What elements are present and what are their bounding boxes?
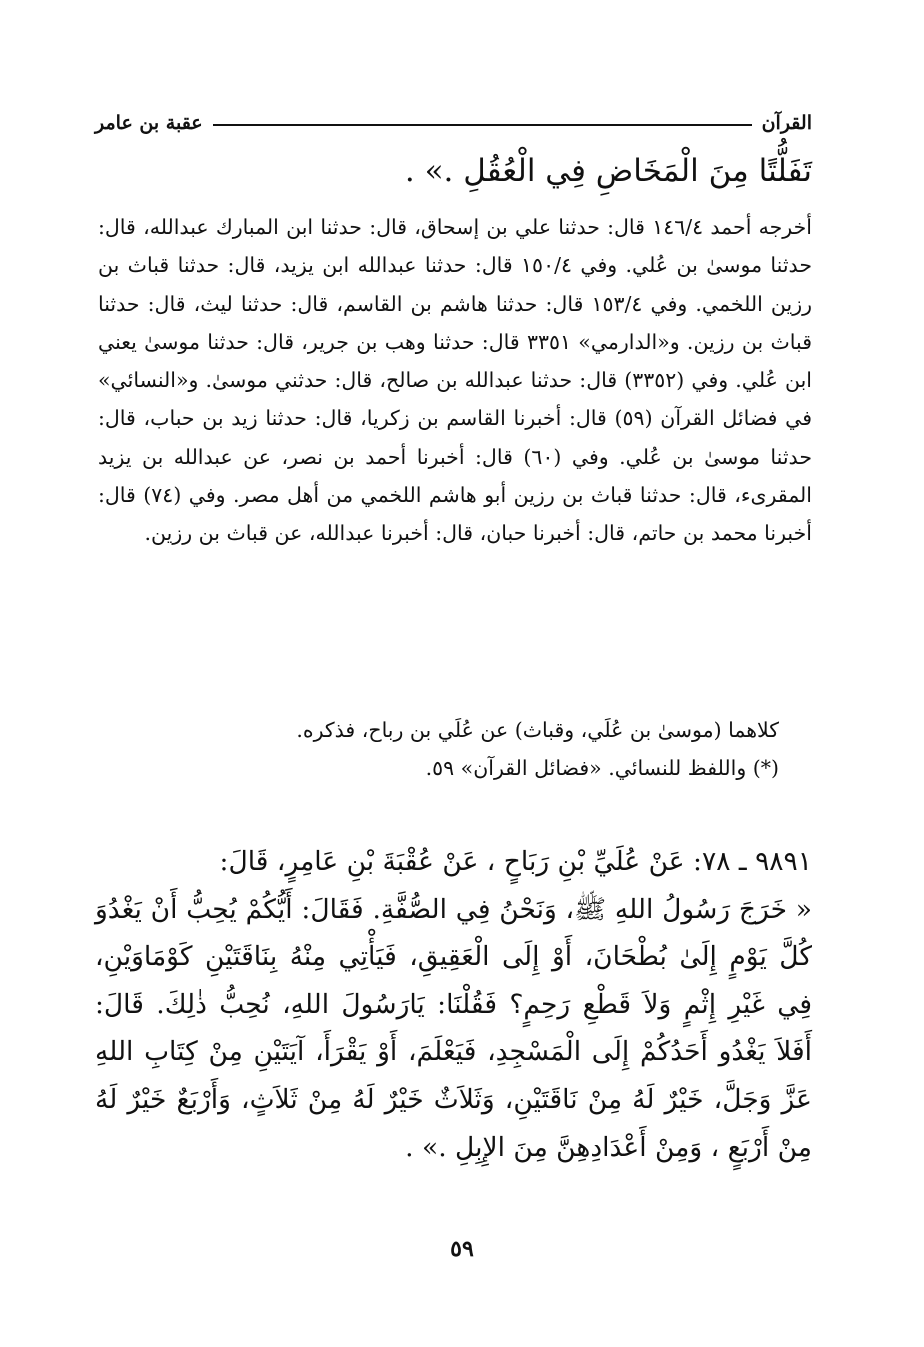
header-narrator-title: عقبة بن عامر: [95, 112, 203, 134]
hadith-block: [95, 838, 812, 1171]
header-section-title: القرآن: [761, 112, 812, 134]
page-number: ٥٩: [450, 1236, 474, 1262]
header-rule: [213, 124, 752, 126]
wording-note: (*) واللفظ للنسائي. «فضائل القرآن» ٥٩.: [425, 756, 779, 780]
previous-hadith-ending: تَفَلُّتًا مِنَ الْمَخَاضِ فِي الْعُقُلِ .» .: [404, 153, 812, 189]
hadith-isnad: ٩٨٩١ ـ ٧٨: عَنْ عُلَيِّ بْنِ رَبَاحٍ ، عَنْ عُقْبَةَ بْنِ عَامِرٍ، قَالَ:: [219, 846, 812, 877]
takhrij-paragraph: أخرجه أحمد ١٤٦/٤ قال: حدثنا علي بن إسحاق، قال: حدثنا ابن المبارك عبدالله، قال: حدثنا موسىٰ بن عُلي. وفي ١٥٠/٤ قال: حدثنا عبدالله ابن يزيد، قال: حدثنا قباث بن رزين اللخمي. وفي ١٥٣/٤ قال: حدثنا هاشم بن القاسم، قال: حدثنا ليث، قال: حدثنا قباث بن رزين. و«الدارمي» ٣٣٥١ قال: حدثنا وهب بن جرير، قال: حدثنا موسىٰ يعني ابن عُلي. وفي (٣٣٥٢) قال: حدثنا عبدالله بن صالح، قال: حدثني موسىٰ. و«النسائي» في فضائل القرآن (٥٩) قال: أخبرنا القاسم بن زكريا، قال: حدثنا زيد بن حباب، قال: حدثنا موسىٰ بن عُلي. وفي (٦٠) قال: أخبرنا أحمد بن نصر، عن عبدالله بن يزيد المقرىء، قال: حدثنا قباث بن رزين أبو هاشم اللخمي من أهل مصر. وفي (٧٤) قال: أخبرنا محمد بن حاتم، قال: أخبرنا حبان، قال: أخبرنا عبدالله، عن قباث بن رزين.: [98, 215, 812, 546]
hadith-matn: « خَرَجَ رَسُولُ اللهِ ﷺ، وَنَحْنُ فِي الصُّفَّةِ. فَقَالَ: أَيُّكُمْ يُحِبُّ أَنْ يَغْدُوَ كُلَّ يَوْمٍ إِلَىٰ بُطْحَانَ، أَوْ إِلَى الْعَقِيقِ، فَيَأْتِي مِنْهُ بِنَاقَتَيْنِ كَوْمَاوَيْنِ، فِي غَيْرِ إِثْمٍ وَلاَ قَطْعِ رَحِمٍ؟ فَقُلْنَا: يَارَسُولَ اللهِ، نُحِبُّ ذٰلِكَ. قَالَ: أَفَلاَ يَغْدُو أَحَدُكُمْ إِلَى الْمَسْجِدِ، فَيَعْلَمَ، أَوْ يَقْرَأَ، آيَتَيْنِ مِنْ كِتَابِ اللهِ عَزَّ وَجَلَّ، خَيْرٌ لَهُ مِنْ نَاقَتَيْنِ، وَثَلاَثٌ خَيْرٌ لَهُ مِنْ ثَلاَثٍ، وَأَرْبَعٌ خَيْرٌ لَهُ مِنْ أَرْبَعٍ ، وَمِنْ أَعْدَادِهِنَّ مِنَ الإِبِلِ .» .: [95, 893, 812, 1163]
narrators-note: كلاهما (موسىٰ بن عُلَي، وقباث) عن عُلَي بن رباح، فذكره.: [296, 718, 779, 742]
running-header: [95, 108, 812, 138]
